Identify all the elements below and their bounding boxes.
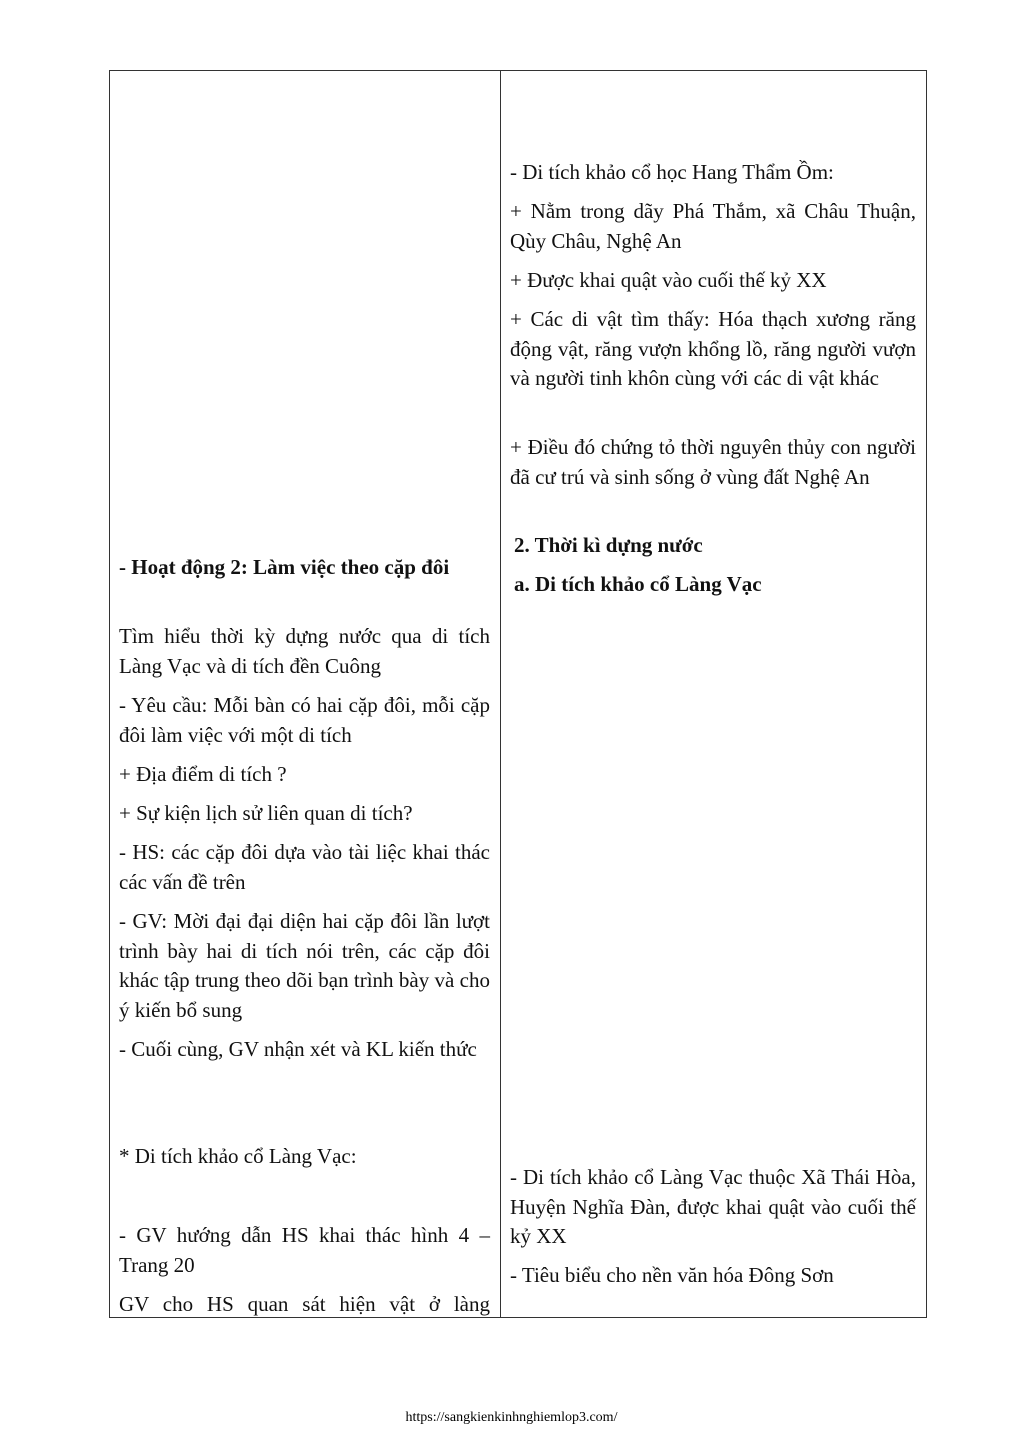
left-para-7: - Cuối cùng, GV nhận xét và KL kiến thức [119, 1037, 477, 1061]
right-para-2: + Được khai quật vào cuối thế kỷ XX [510, 268, 827, 292]
section-2a-heading: a. Di tích khảo cổ Làng Vạc [514, 572, 762, 596]
right-para-1: + Nằm trong dãy Phá Thắm, xã Châu Thuận, Qùy Châu, Nghệ An [510, 199, 916, 253]
left-para-6: - GV: Mời đại đại diện hai cặp đôi lần lượt trình bày hai di tích nói trên, các cặp đôi khác tập trung theo dõi bạn trình bày và cho ý kiến bổ sung [119, 909, 490, 1022]
left-para-3: + Địa điểm di tích ? [119, 762, 287, 786]
right-para-8: - Tiêu biểu cho nền văn hóa Đông Sơn [510, 1263, 834, 1287]
right-para-4: + Điều đó chứng tỏ thời nguyên thủy con người đã cư trú và sinh sống ở vùng đất Nghệ An [510, 435, 916, 489]
right-para-7: - Di tích khảo cổ Làng Vạc thuộc Xã Thái Hòa, Huyện Nghĩa Đàn, được khai quật vào cuối thế kỷ XX [510, 1165, 916, 1248]
left-para-1: Tìm hiểu thời kỳ dựng nước qua di tích Làng Vạc và di tích đền Cuông [119, 624, 490, 678]
left-para-10: GV cho HS quan sát hiện vật ở làng [119, 1292, 490, 1316]
left-para-9: - GV hướng dẫn HS khai thác hình 4 – Trang 20 [119, 1223, 490, 1277]
left-para-2: - Yêu cầu: Mỗi bàn có hai cặp đôi, mỗi cặp đôi làm việc với một di tích [119, 693, 490, 747]
left-para-4: + Sự kiện lịch sử liên quan di tích? [119, 801, 413, 825]
lesson-table [109, 70, 927, 1318]
content-column [501, 71, 926, 1317]
footer-url: https://sangkienkinhnghiemlop3.com/ [405, 1410, 618, 1425]
left-para-8: * Di tích khảo cổ Làng Vạc: [119, 1144, 357, 1168]
right-para-0: - Di tích khảo cổ học Hang Thẩm Ồm: [510, 160, 834, 184]
section-2-heading: 2. Thời kì dựng nước [514, 533, 703, 557]
teacher-activity-column [110, 71, 500, 1317]
left-para-5: - HS: các cặp đôi dựa vào tài liệc khai thác các vấn đề trên [119, 840, 490, 894]
right-para-3: + Các di vật tìm thấy: Hóa thạch xương răng động vật, răng vượn khổng lồ, răng người vượn và người tinh khôn cùng với các di vật khác [510, 307, 916, 390]
activity-2-heading: - Hoạt động 2: Làm việc theo cặp đôi [119, 555, 450, 579]
